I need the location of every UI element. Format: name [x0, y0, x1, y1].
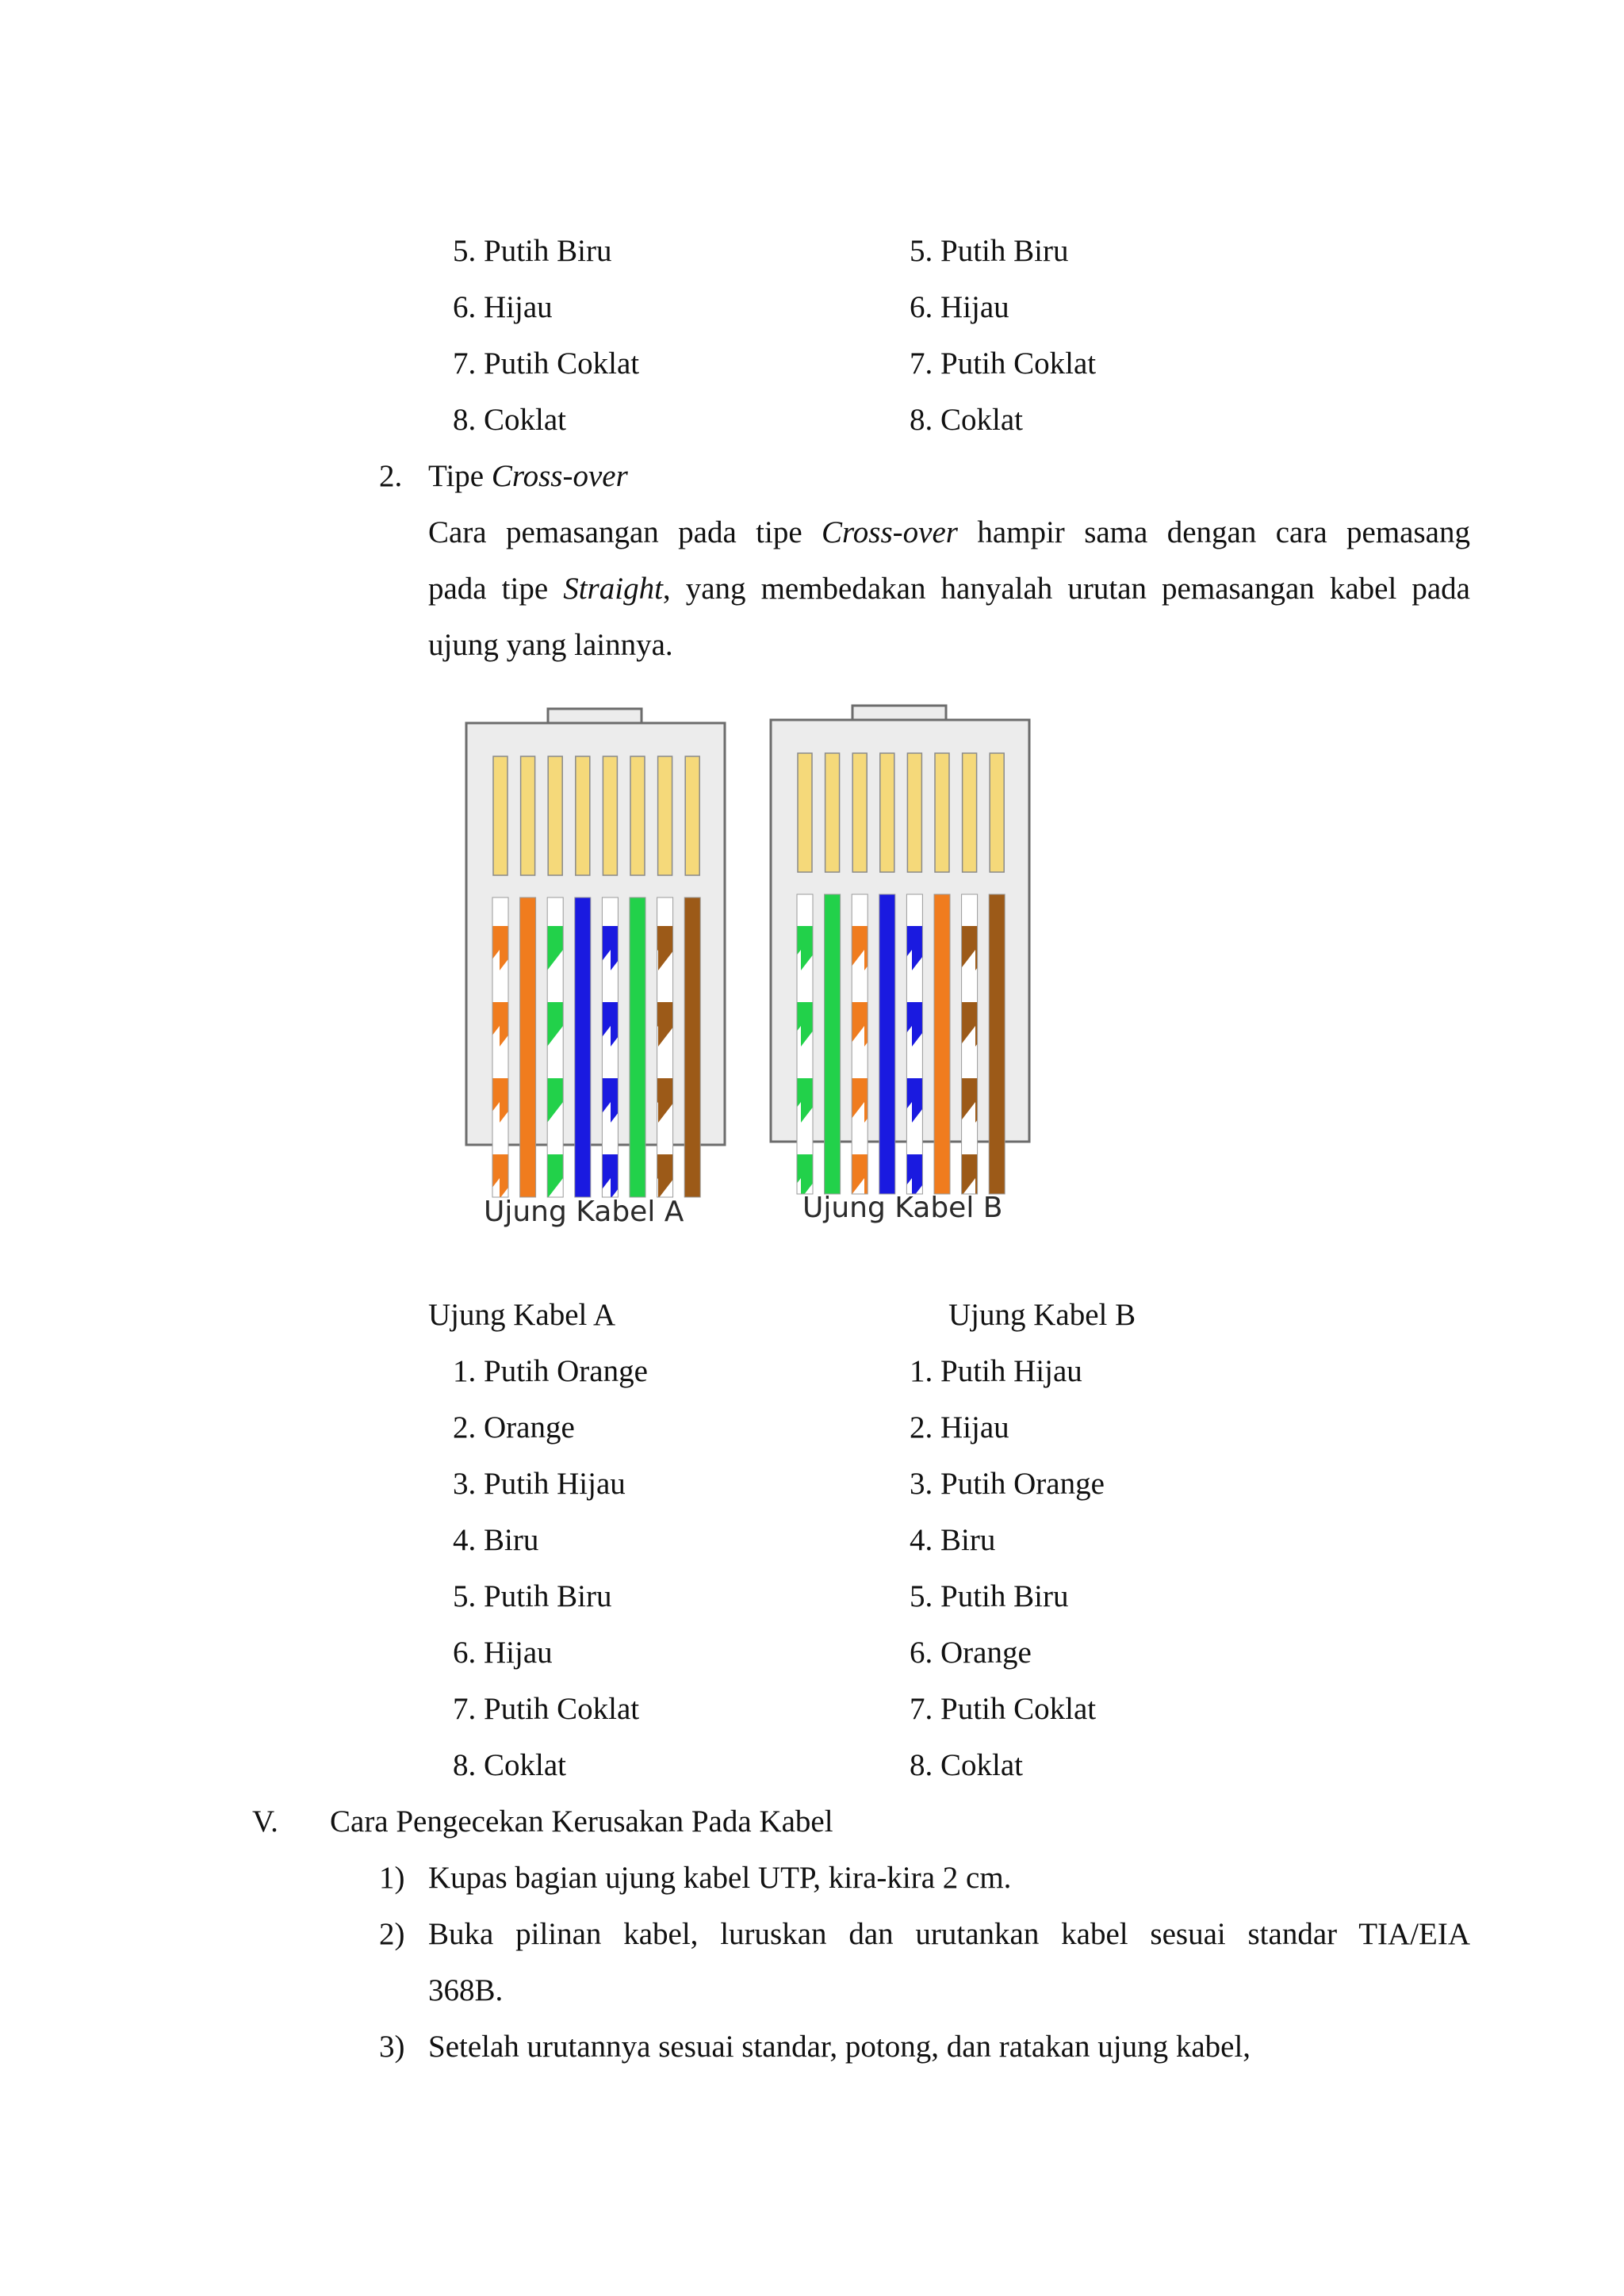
- list-item: 1. Putih Hijau: [910, 1354, 1082, 1388]
- wire-white-green: [797, 894, 813, 1194]
- pin-contact: [963, 753, 977, 872]
- list-item: 7. Putih Coklat: [910, 346, 1097, 381]
- list-item: 4. Biru: [453, 1523, 539, 1557]
- step-text: Setelah urutannya sesuai standar, potong, dan ratakan ujung kabel,: [428, 2030, 1251, 2064]
- list-item: 7. Putih Coklat: [453, 346, 640, 381]
- wire-white-green: [547, 897, 563, 1197]
- section-title: Cara Pengecekan Kerusakan Pada Kabel: [330, 1804, 833, 1839]
- wire-blue: [879, 894, 895, 1194]
- section-title: Tipe Cross-over: [428, 459, 628, 493]
- wire-blue: [575, 897, 591, 1197]
- list-item: 4. Biru: [910, 1523, 996, 1557]
- pin-contact: [990, 753, 1004, 872]
- figure-caption-a: Ujung Kabel A: [484, 1196, 684, 1228]
- list-item: 8. Coklat: [453, 1748, 566, 1782]
- column-head-b: Ujung Kabel B: [948, 1298, 1136, 1332]
- paragraph-line: ujung yang lainnya.: [428, 628, 673, 662]
- pin-contact: [493, 756, 508, 875]
- list-item: 6. Hijau: [453, 290, 553, 324]
- connector-a: [466, 709, 725, 1197]
- paragraph-line: pada tipe Straight, yang membedakan hanyalah urutan pemasangan kabel pada: [428, 572, 1470, 606]
- section-number: V.: [252, 1804, 278, 1839]
- pin-contact: [658, 756, 672, 875]
- wire-orange: [520, 897, 536, 1197]
- step-number: 1): [379, 1861, 405, 1895]
- pin-contact: [603, 756, 617, 875]
- wire-white-brown: [657, 897, 673, 1197]
- list-item: 8. Coklat: [910, 1748, 1023, 1782]
- wire-white-orange: [492, 897, 508, 1197]
- wire-brown: [989, 894, 1005, 1194]
- list-item: 8. Coklat: [453, 403, 566, 437]
- list-item: 6. Hijau: [910, 290, 1009, 324]
- list-item: 3. Putih Hijau: [453, 1467, 626, 1501]
- step-number: 3): [379, 2030, 405, 2064]
- step-text: Buka pilinan kabel, luruskan dan urutankan kabel sesuai standar TIA/EIA: [428, 1917, 1470, 1951]
- wire-brown: [684, 897, 700, 1197]
- list-item: 6. Hijau: [453, 1636, 553, 1670]
- pin-contact: [907, 753, 921, 872]
- list-item: 6. Orange: [910, 1636, 1032, 1670]
- rj45-figure: [452, 698, 1063, 1245]
- pin-contact: [630, 756, 645, 875]
- wire-orange: [934, 894, 950, 1194]
- pin-contact: [935, 753, 949, 872]
- wire-white-brown: [962, 894, 978, 1194]
- step-number: 2): [379, 1917, 405, 1951]
- list-item: 1. Putih Orange: [453, 1354, 648, 1388]
- wire-white-blue: [906, 894, 922, 1194]
- pin-contact: [825, 753, 840, 872]
- list-item: 5. Putih Biru: [453, 234, 612, 268]
- step-text: Kupas bagian ujung kabel UTP, kira-kira 2 cm.: [428, 1861, 1012, 1895]
- list-item: 5. Putih Biru: [453, 1579, 612, 1613]
- list-item: 2. Orange: [453, 1410, 575, 1445]
- connector-b: [771, 706, 1029, 1194]
- step-text: 368B.: [428, 1973, 504, 2007]
- pin-contact: [880, 753, 894, 872]
- list-item: 7. Putih Coklat: [910, 1692, 1097, 1726]
- pin-contact: [852, 753, 867, 872]
- wire-white-blue: [602, 897, 618, 1197]
- pin-contact: [685, 756, 699, 875]
- wire-white-orange: [852, 894, 868, 1194]
- pin-contact: [576, 756, 590, 875]
- section-number: 2.: [379, 459, 403, 493]
- wire-green: [630, 897, 645, 1197]
- figure-caption-b: Ujung Kabel B: [802, 1192, 1003, 1224]
- list-item: 3. Putih Orange: [910, 1467, 1105, 1501]
- list-item: 7. Putih Coklat: [453, 1692, 640, 1726]
- list-item: 8. Coklat: [910, 403, 1023, 437]
- pin-contact: [798, 753, 812, 872]
- pin-contact: [548, 756, 562, 875]
- wire-green: [825, 894, 841, 1194]
- list-item: 5. Putih Biru: [910, 1579, 1069, 1613]
- list-item: 5. Putih Biru: [910, 234, 1069, 268]
- pin-contact: [521, 756, 535, 875]
- column-head-a: Ujung Kabel A: [428, 1298, 616, 1332]
- paragraph-line: Cara pemasangan pada tipe Cross-over hampir sama dengan cara pemasang: [428, 515, 1470, 549]
- list-item: 2. Hijau: [910, 1410, 1009, 1445]
